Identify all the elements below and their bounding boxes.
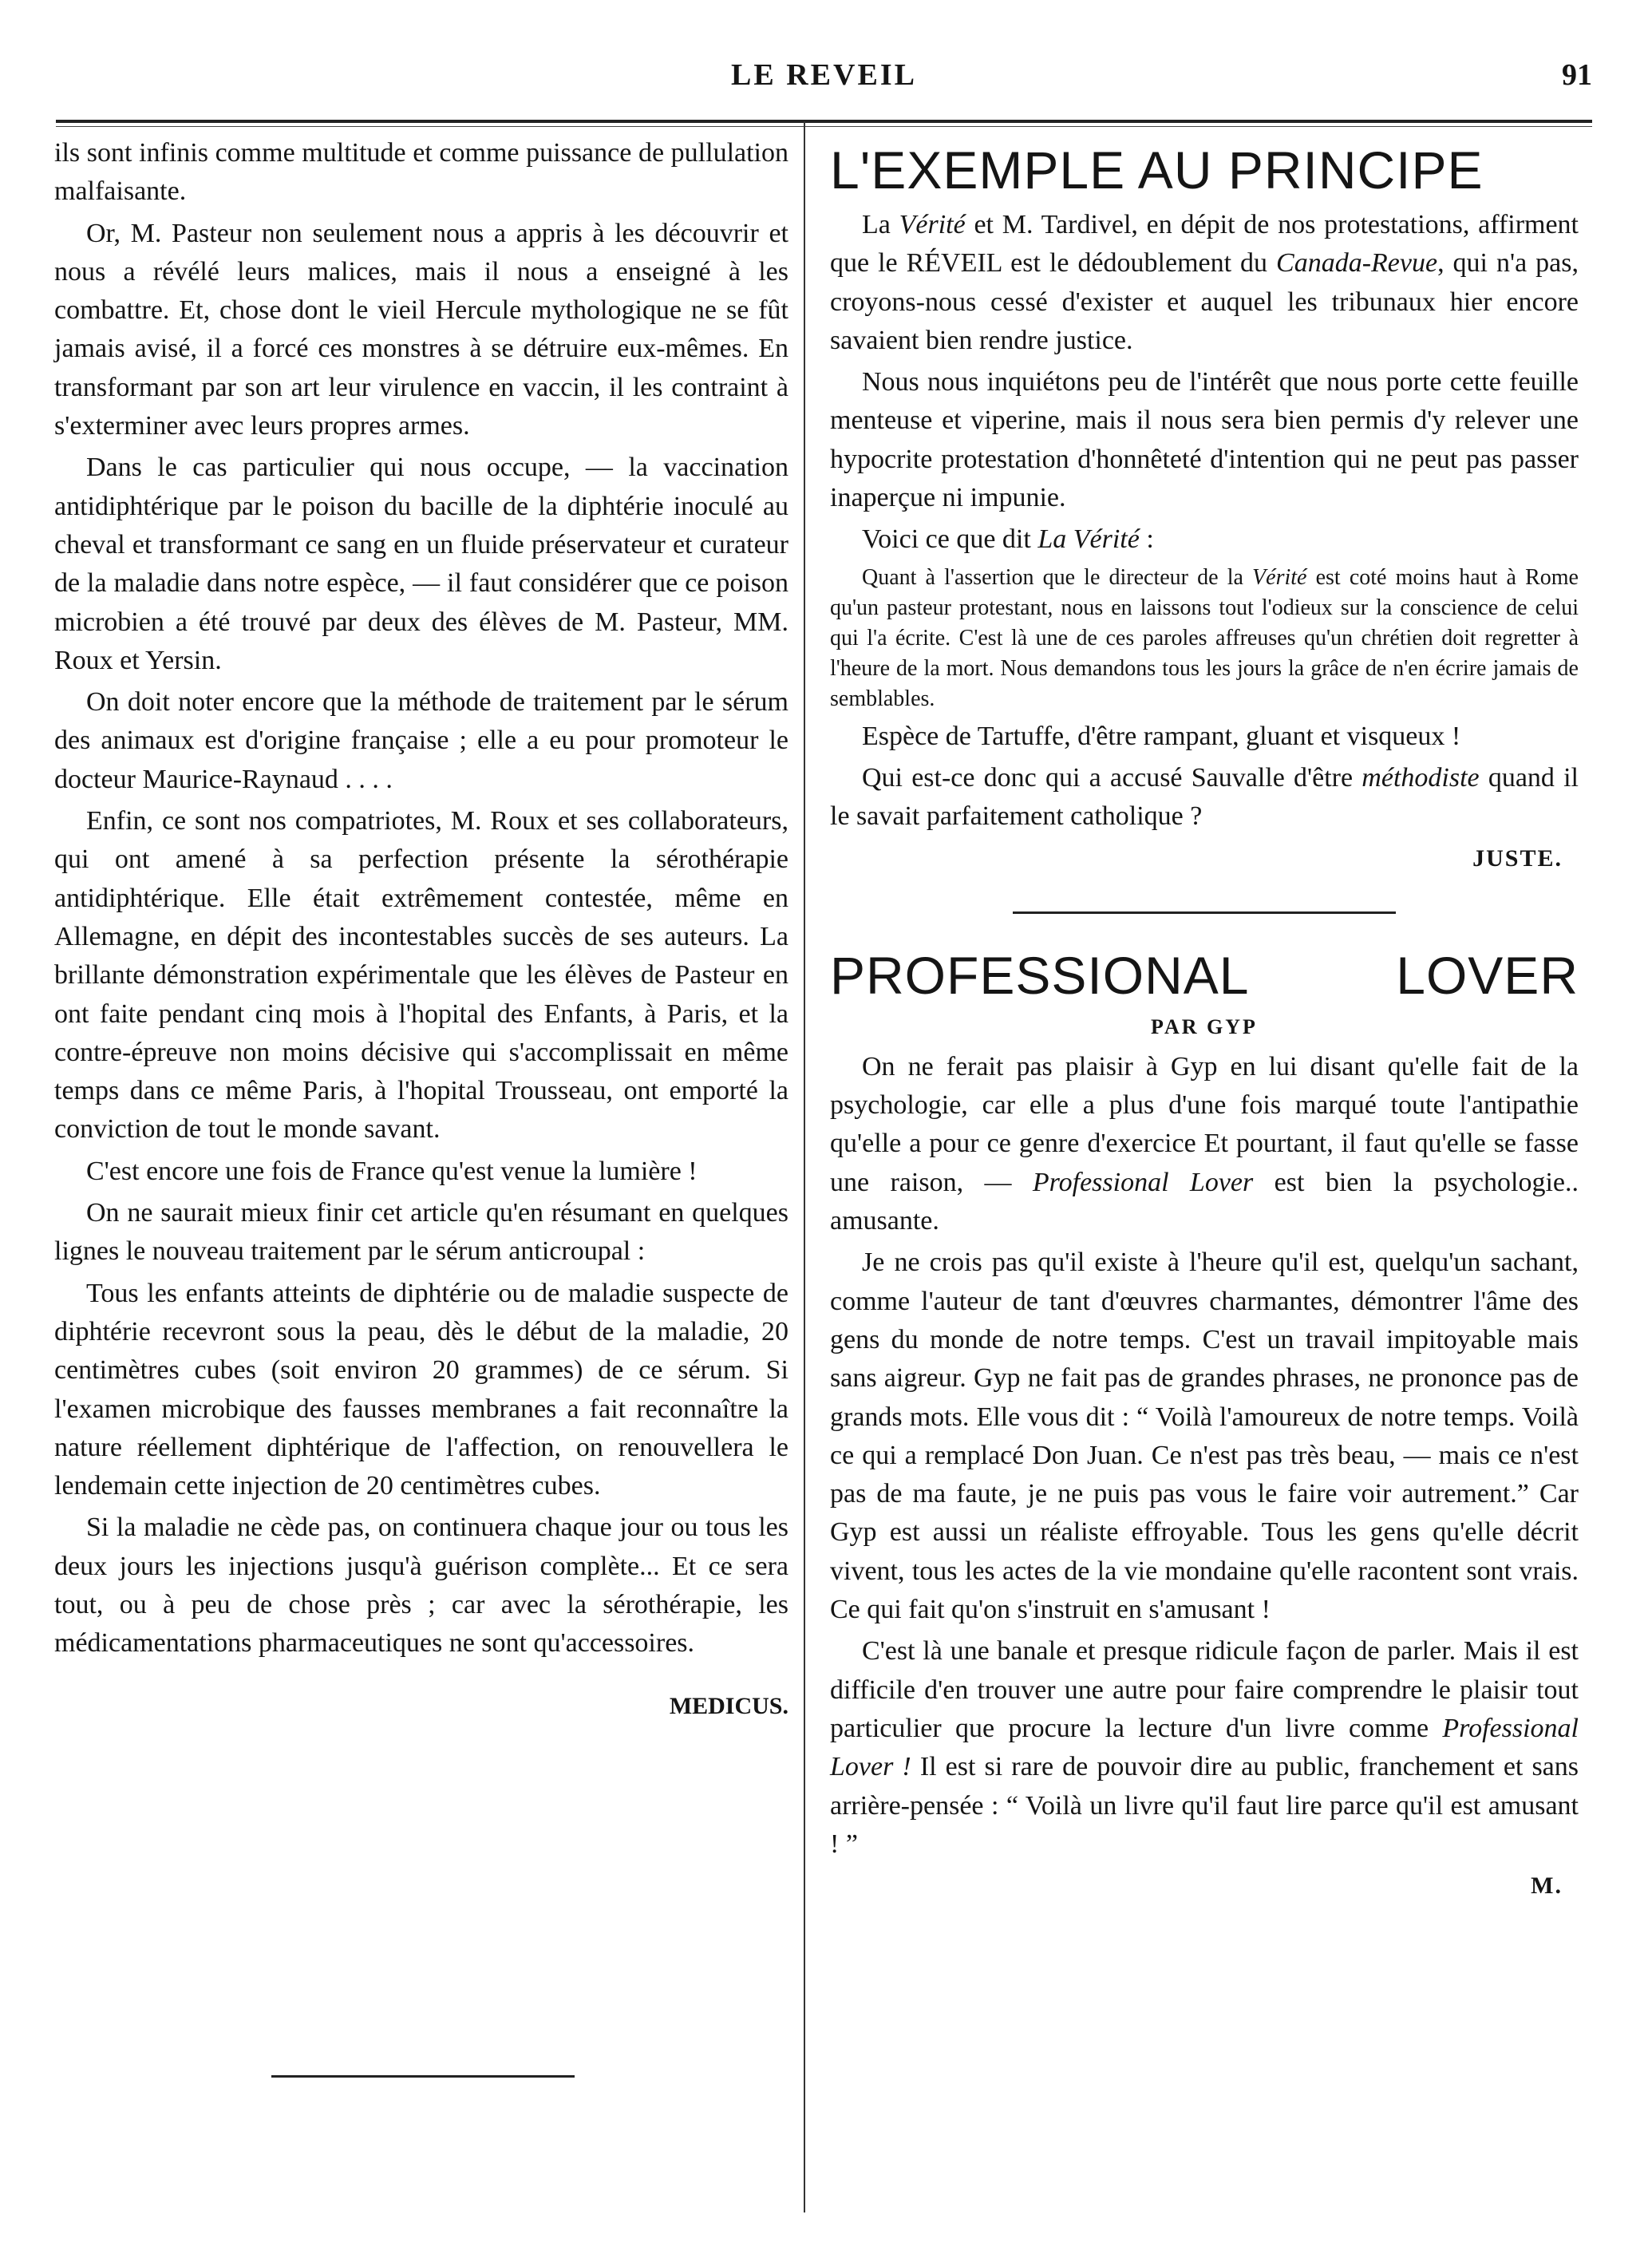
m-signature: M. [1531,1872,1563,1900]
header-rule-thin [56,126,1592,127]
text-span: est bien la psychologie.. amusante. [830,1167,1579,1236]
text-span: Voici ce que dit [862,524,1038,555]
text-span: quand il le savait parfaitement catholique ? [830,762,1579,832]
byline: PAR GYP [1151,1014,1258,1038]
professional-lover-italic: Professional Lover [1032,1167,1254,1197]
article1-paragraph [830,206,1579,360]
verite-italic: La Vérité [1037,524,1140,555]
methodiste-italic: méthodiste [1362,762,1480,793]
left-column [54,134,788,1726]
text-span: , qui n'a pas, croyons-nous cessé d'exister et auquel les tribunaux hier encore savaient bien rendre justice. [830,248,1579,355]
text-span: Qui est-ce donc qui a accusé Sauvalle d'être [862,762,1362,793]
article1-paragraph: Nous nous inquiétons peu de l'intérêt que nous porte cette feuille menteuse et viperine, mais il nous sera bien permis d'y relever une hypocrite protestation d'honnêteté d'intention qui ne peut pas passer inaperçue ni impunie. [830,367,1579,513]
canada-revue-italic: Canada-Revue [1276,248,1438,279]
reveil-smallcaps: RÉVEIL [906,248,1002,279]
left-paragraph: On doit noter encore que la méthode de traitement par le sérum des animaux est d'origine française ; elle a eu pour promoteur le docteur Maurice-Raynaud . . . . [54,687,788,794]
article1-paragraph [830,520,1579,559]
running-head [56,57,1592,97]
left-paragraph: On ne saurait mieux finir cet article qu'en résumant en quelques lignes le nouveau traitement par le sérum anticroupal : [54,1198,788,1267]
journal-title: LE REVEIL [731,58,917,92]
article-title-exemple: L'EXEMPLE AU PRINCIPE [830,140,1484,200]
article2-paragraph [830,1632,1579,1864]
text-span: Quant à l'assertion que le directeur de la [862,564,1253,590]
text-span: est coté moins haut à Rome qu'un pasteur protestant, nous en laissons tout l'odieux sur la conscience de celui qui l'a écrite. C'est là une de ces paroles affreuses qu'un chrétien doit regretter à l'heure de la mort. Nous demandons tous les jours la grâce de n'en écrire jamais de semblables. [830,564,1579,711]
left-paragraph: ils sont infinis comme multitude et comme puissance de pullulation malfaisante. [54,138,788,207]
article2-paragraph [830,1048,1579,1240]
right-column [830,134,1579,1905]
page-number: 91 [1562,58,1592,92]
left-end-rule [271,2075,575,2078]
left-paragraph: Enfin, ce sont nos compatriotes, M. Roux et ses collaborateurs, qui ont amené à sa perfection présente la sérothérapie antidiphtérique. Elle était extrêmement contestée, même en Allemagne, en dépit des incontestables succès de ses auteurs. La brillante démonstration expérimentale que les élèves de Pasteur en ont faite pendant cinq mois à l'hopital des Enfants, à Paris, et la contre-épreuve non moins décisive qui s'accomplissait en même temps dans ce même Paris, à l'hopital Trousseau, ont emporté la conviction de tout le monde savant. [54,806,788,1145]
article1-paragraph [830,759,1579,836]
article2-paragraph: Je ne crois pas qu'il existe à l'heure qu'il est, quelqu'un sachant, comme l'auteur de tant d'œuvres charmantes, démontrer l'âme des gens du monde de notre temps. C'est un travail impitoyable mais sans aigreur. Gyp ne fait pas de grandes phrases, ne prononce pas de grands mots. Elle vous dit : “ Voilà l'amoureux de notre temps. Voilà ce qui a remplacé Don Juan. Ce n'est pas très beau, — mais ce n'est pas de ma faute, je ne puis pas vous le faire voir autrement.” Car Gyp est aussi un réaliste effroyable. Tous les gens qu'elle décrit vivent, tous les actes de la vie mondaine qu'elle racontent sont vrais. Ce qui fait qu'on s'instruit en s'amusant ! [830,1248,1579,1625]
medicus-signature: MEDICUS. [669,1692,788,1719]
text-span: est le dédoublement du [1002,248,1277,279]
left-paragraph: Si la maladie ne cède pas, on continuera chaque jour ou tous les deux jours les injections jusqu'à guérison complète... Et ce sera tout, ou à peu de chose près ; car avec la sérothérapie, les médicamentations pharmaceutiques ne sont qu'accessoires. [54,1512,788,1659]
left-paragraph: Or, M. Pasteur non seulement nous a appris à les découvrir et nous a révélé leurs malices, mais il nous a enseigné à les combattre. Et, chose dont le vieil Hercule mythologique ne se fût jamais avisé, il a forcé ces monstres à se détruire eux-mêmes. En transformant par son art leur virulence en vaccin, il les contraint à s'exterminer avec leurs propres armes. [54,218,788,441]
left-paragraph: C'est encore une fois de France qu'est venue la lumière ! [86,1156,698,1186]
left-paragraph: Tous les enfants atteints de diphtérie ou de maladie suspecte de diphtérie recevront sous la peau, dès le début de la maladie, 20 centimètres cubes (soit environ 20 grammes) de ce sérum. Si l'examen microbique des fausses membranes a fait reconnaître la nature réellement diphtérique de l'affection, on renouvellera le lendemain cette injection de 20 centimètres cubes. [54,1278,788,1501]
verite-italic: Vérité [899,210,966,239]
verite-italic: Vérité [1252,564,1307,590]
header-rule [56,120,1592,123]
column-divider [804,121,805,2212]
text-span: C'est là une banale et presque ridicule façon de parler. Mais il est difficile d'en trouver une autre pour faire comprendre le plaisir tout particulier que procure la lecture d'un livre comme [830,1636,1579,1743]
article-title-professional-lover: PROFESSIONAL LOVER [830,945,1579,1005]
professional-lover-italic: Professional Lover ! [830,1713,1579,1782]
article-separator [1013,911,1396,914]
left-paragraph: Dans le cas particulier qui nous occupe, — la vaccination antidiphtérique par le poison du bacille de la diphtérie inoculé au cheval et transformant ce sang en un fluide préservateur et curateur de la maladie dans notre espèce, — il faut considérer que ce poison microbien a été trouvé par deux des élèves de M. Pasteur, MM. Roux et Yersin. [54,453,788,675]
text-span: et M. Tardivel, en dépit de nos protestations, affirment que le [830,210,1579,279]
article1-paragraph: Espèce de Tartuffe, d'être rampant, gluant et visqueux ! [862,721,1461,751]
text-span: : [1139,524,1154,555]
juste-signature: JUSTE. [1472,844,1563,872]
text-span: Il est si rare de pouvoir dire au public, franchement et sans arrière-pensée : “ Voilà un livre qu'il faut lire parce qu'il est amusant ! ” [830,1752,1579,1859]
quoted-passage [830,563,1579,714]
text-span: On ne ferait pas plaisir à Gyp en lui disant qu'elle fait de la psychologie, car elle a plus d'une fois marqué toute l'antipathie qu'elle a pour ce genre d'exercice Et pourtant, il faut qu'elle se fasse une raison, — [830,1051,1579,1197]
text-span: La [862,210,899,239]
